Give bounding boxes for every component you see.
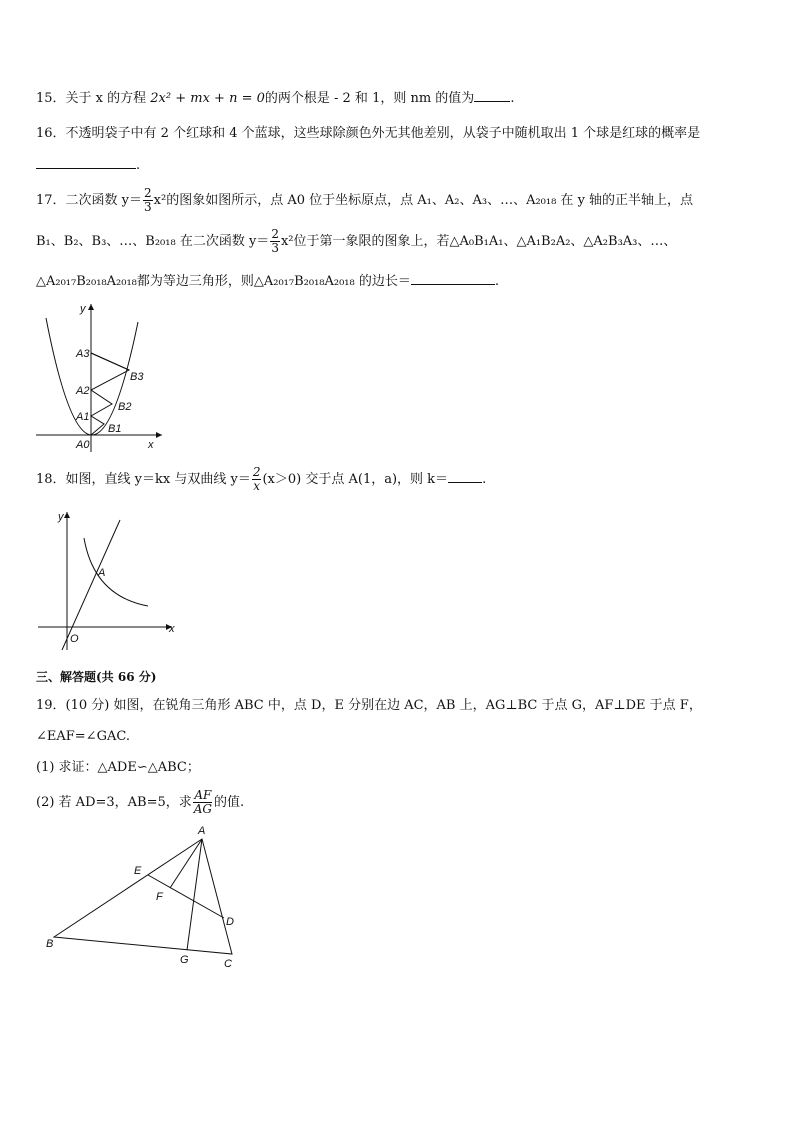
fig19-label-g: G — [180, 954, 189, 966]
q19-part2-post: 的值. — [214, 795, 245, 810]
fig18-y-arrow — [64, 512, 70, 518]
q19-part1: (1) 求证：△ADE∽△ABC； — [36, 760, 200, 775]
fig17-label-a0: A0 — [76, 439, 90, 451]
fig17-label-b2: B2 — [118, 401, 132, 413]
fig17-label-y: y — [80, 303, 86, 315]
question-15 — [36, 89, 514, 108]
q18-text-post: (x＞0) 交于点 A(1，a)，则 k＝ — [262, 472, 449, 487]
question-17-line2 — [36, 224, 676, 260]
q19-line2: ∠EAF=∠GAC. — [36, 729, 130, 744]
q17-line3-text: △A₂₀₁₇B₂₀₁₈A₂₀₁₈都为等边三角形，则△A₂₀₁₇B₂₀₁₈A₂₀₁₈ 的边长＝ — [36, 274, 411, 289]
fig19-label-e: E — [134, 865, 142, 877]
q17-line2-pre: B₁、B₂、B₃、…、B₂₀₁₈ 在二次函数 y＝ — [36, 234, 270, 249]
q17-line2-post: x²位于第一象限的图象上，若△A₀B₁A₁、△A₁B₂A₂、△A₂B₃A₃、…、 — [280, 234, 677, 249]
q17-text-mid: x²的图象如图所示，点 A0 位于坐标原点，点 A₁、A₂、A₃、…、A₂₀₁₈ 在 y 轴的正半轴上，点 — [153, 193, 694, 208]
q19-frac-num: AF — [194, 788, 212, 802]
question-17-line3 — [36, 272, 499, 291]
q17-frac2-num: 2 — [271, 227, 279, 241]
fig17-label-a3: A3 — [76, 348, 90, 360]
fig17-label-x: x — [148, 439, 154, 451]
q19-frac-den: AG — [193, 802, 213, 816]
fig18-line-ykx — [62, 520, 120, 650]
question-16 — [36, 125, 700, 143]
fig17-parabola-curve — [46, 318, 138, 435]
q17-answer-blank[interactable] — [411, 272, 495, 285]
fig18-label-o: O — [70, 633, 79, 645]
q18-fraction — [252, 466, 262, 493]
fig17-y-arrow — [88, 304, 94, 310]
question-18 — [36, 462, 486, 498]
figure-18-hyperbola — [36, 508, 181, 653]
fig17-label-a2: A2 — [76, 385, 90, 397]
q15-end: . — [510, 91, 515, 106]
q17-frac2-den: 3 — [271, 241, 279, 255]
q15-text-pre: 15．关于 x 的方程 — [36, 91, 151, 106]
q16-answer-row — [36, 156, 140, 175]
fig17-triangle-edge — [91, 353, 129, 370]
figure-17-parabola — [36, 300, 166, 455]
fig17-x-arrow — [156, 432, 162, 438]
fig19-label-b: B — [46, 938, 54, 950]
fig17-label-b3: B3 — [130, 371, 144, 383]
fig18-hyperbola-curve — [84, 538, 148, 606]
fig17-label-b1: B1 — [108, 423, 122, 435]
q17-frac-den: 3 — [144, 200, 152, 214]
q16-answer-blank[interactable] — [36, 156, 136, 169]
q17-end: . — [494, 274, 500, 289]
q15-answer-blank[interactable] — [474, 89, 510, 102]
q18-answer-blank[interactable] — [448, 470, 482, 483]
q18-frac-den: x — [253, 479, 261, 493]
fig18-label-y: y — [58, 511, 64, 523]
q19-fraction — [193, 789, 213, 816]
q17-fraction — [143, 187, 153, 214]
fig19-segment-af — [170, 839, 202, 888]
q16-text: 16．不透明袋子中有 2 个红球和 4 个蓝球，这些球除颜色外无其他差别，从袋子中随机取出 1 个球是红球的概率是 — [36, 126, 701, 141]
q15-equation: 2x² + mx + n = 0 — [150, 91, 265, 106]
q17-text-pre: 17．二次函数 y＝ — [36, 193, 143, 208]
q17-frac-num: 2 — [144, 186, 152, 200]
q19-line1: 19．(10 分) 如图，在锐角三角形 ABC 中，点 D，E 分别在边 AC，AB 上，AG⊥BC 于点 G，AF⊥DE 于点 F， — [36, 698, 702, 713]
fig18-label-a: A — [98, 567, 106, 579]
q18-text-pre: 18．如图，直线 y＝kx 与双曲线 y＝ — [36, 472, 251, 487]
q15-text-post: 的两个根是 - 2 和 1，则 nm 的值为 — [264, 91, 475, 106]
fig19-segment-ag — [187, 839, 202, 950]
section-3-title: 三、解答题(共 66 分) — [36, 670, 157, 684]
fig19-label-a: A — [198, 825, 206, 837]
fig19-label-c: C — [224, 958, 232, 970]
fig19-label-f: F — [156, 891, 163, 903]
q16-end: . — [136, 158, 141, 173]
q18-frac-num: 2 — [252, 465, 261, 479]
q18-end: . — [482, 472, 487, 487]
fig19-label-d: D — [226, 916, 234, 928]
q19-part2 — [36, 783, 244, 823]
figure-19-triangle — [44, 822, 254, 972]
question-17-line1 — [36, 183, 693, 219]
q19-part2-pre: (2) 若 AD=3，AB=5，求 — [36, 795, 192, 810]
q17-fraction-2 — [270, 228, 280, 255]
fig17-label-a1: A1 — [76, 411, 90, 423]
fig18-label-x: x — [169, 623, 175, 635]
fig19-triangle-abc — [54, 839, 232, 954]
